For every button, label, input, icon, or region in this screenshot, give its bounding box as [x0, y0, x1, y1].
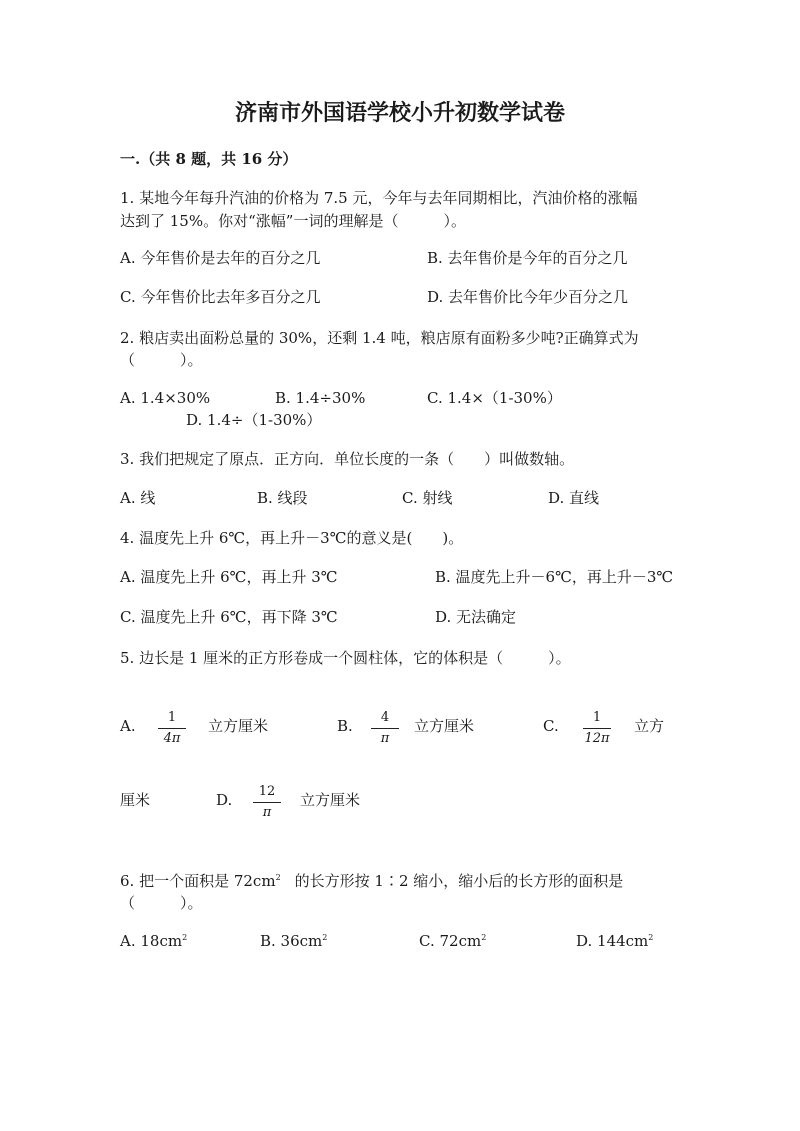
q4-option-d: D. 无法确定: [435, 608, 517, 626]
q5-option-d-label: D.: [216, 791, 233, 809]
q2-stem-line2: （ ）。: [120, 351, 203, 369]
q6-option-a: [120, 931, 187, 951]
fraction-denominator: 12π: [584, 731, 610, 746]
q6-option-a-superscript: 2: [182, 933, 188, 942]
q1-stem-line1: 1. 某地今年每升汽油的价格为 7.5 元，今年与去年同期相比，汽油价格的涨幅: [120, 189, 638, 207]
q4-option-b: B. 温度先上升－6℃，再上升－3℃: [435, 568, 674, 586]
q6-option-b: [260, 931, 327, 951]
q5-option-c-fraction: [579, 710, 615, 747]
fraction-denominator: π: [262, 805, 272, 820]
q2-option-d: D. 1.4÷（1-30%）: [186, 411, 322, 429]
q4-option-c: C. 温度先上升 6℃，再下降 3℃: [120, 608, 338, 626]
q6-stem-line2: （ ）。: [120, 894, 203, 912]
q3-stem: 3. 我们把规定了原点．正方向．单位长度的一条（ ）叫做数轴。: [120, 450, 575, 468]
q2-option-a: A. 1.4×30%: [120, 389, 211, 407]
q5-option-b-label: B.: [337, 717, 353, 735]
q6-option-d: [576, 931, 653, 951]
q4-option-a: A. 温度先上升 6℃，再上升 3℃: [120, 568, 338, 586]
q6-option-c: [419, 931, 486, 951]
q6-option-b-text: B. 36cm: [260, 932, 323, 950]
q5-option-a-unit: 立方厘米: [208, 717, 269, 735]
q6-stem-superscript: 2: [275, 873, 281, 882]
q5-option-c-unit-part1: 立方: [634, 717, 665, 735]
q4-stem: 4. 温度先上升 6℃，再上升－3℃的意义是( )。: [120, 529, 464, 547]
q1-option-c: C. 今年售价比去年多百分之几: [120, 288, 321, 306]
q6-option-c-superscript: 2: [481, 933, 487, 942]
q3-option-a: A. 线: [120, 489, 156, 507]
q6-option-d-text: D. 144cm: [576, 932, 649, 950]
fraction-numerator: 1: [167, 710, 177, 725]
q5-option-a-fraction: [154, 710, 190, 747]
q2-option-b: B. 1.4÷30%: [275, 389, 366, 407]
q2-option-c: C. 1.4×（1-30%）: [427, 389, 562, 407]
fraction-numerator: 1: [592, 710, 602, 725]
q6-option-b-superscript: 2: [322, 933, 328, 942]
q5-option-d-fraction: [249, 784, 285, 821]
q6-stem-line1: [120, 871, 623, 891]
fraction-denominator: 4π: [163, 731, 181, 746]
fraction-denominator: π: [380, 731, 390, 746]
q3-option-d: D. 直线: [548, 489, 600, 507]
q1-option-b: B. 去年售价是今年的百分之几: [427, 249, 628, 267]
q5-option-c-unit-part2: 厘米: [120, 791, 151, 809]
q5-option-d-unit: 立方厘米: [300, 791, 361, 809]
q5-option-c-label: C.: [543, 717, 559, 735]
q5-option-b-fraction: [367, 710, 403, 747]
q5-option-a-label: A.: [120, 717, 136, 735]
q6-stem-part2: 的长方形按 1∶2 缩小，缩小后的长方形的面积是: [294, 872, 624, 890]
q6-option-d-superscript: 2: [648, 933, 654, 942]
q3-option-b: B. 线段: [257, 489, 308, 507]
q5-option-b-unit: 立方厘米: [414, 717, 475, 735]
section-heading: 一.（共 8 题，共 16 分）: [120, 150, 298, 168]
q2-stem-line1: 2. 粮店卖出面粉总量的 30%，还剩 1.4 吨，粮店原有面粉多少吨?正确算式为: [120, 329, 639, 347]
q1-option-a: A. 今年售价是去年的百分之几: [120, 249, 321, 267]
fraction-numerator: 4: [380, 710, 390, 725]
q6-stem-part1: 6. 把一个面积是 72cm: [120, 872, 276, 890]
q1-option-d: D. 去年售价比今年少百分之几: [427, 288, 629, 306]
q3-option-c: C. 射线: [402, 489, 453, 507]
q6-option-a-text: A. 18cm: [120, 932, 183, 950]
q5-stem: 5. 边长是 1 厘米的正方形卷成一个圆柱体，它的体积是（ ）。: [120, 649, 571, 667]
page-title: 济南市外国语学校小升初数学试卷: [234, 100, 565, 126]
q1-stem-line2: 达到了 15%。你对“涨幅”一词的理解是（ ）。: [120, 212, 466, 230]
q6-option-c-text: C. 72cm: [419, 932, 482, 950]
fraction-numerator: 12: [258, 784, 276, 799]
